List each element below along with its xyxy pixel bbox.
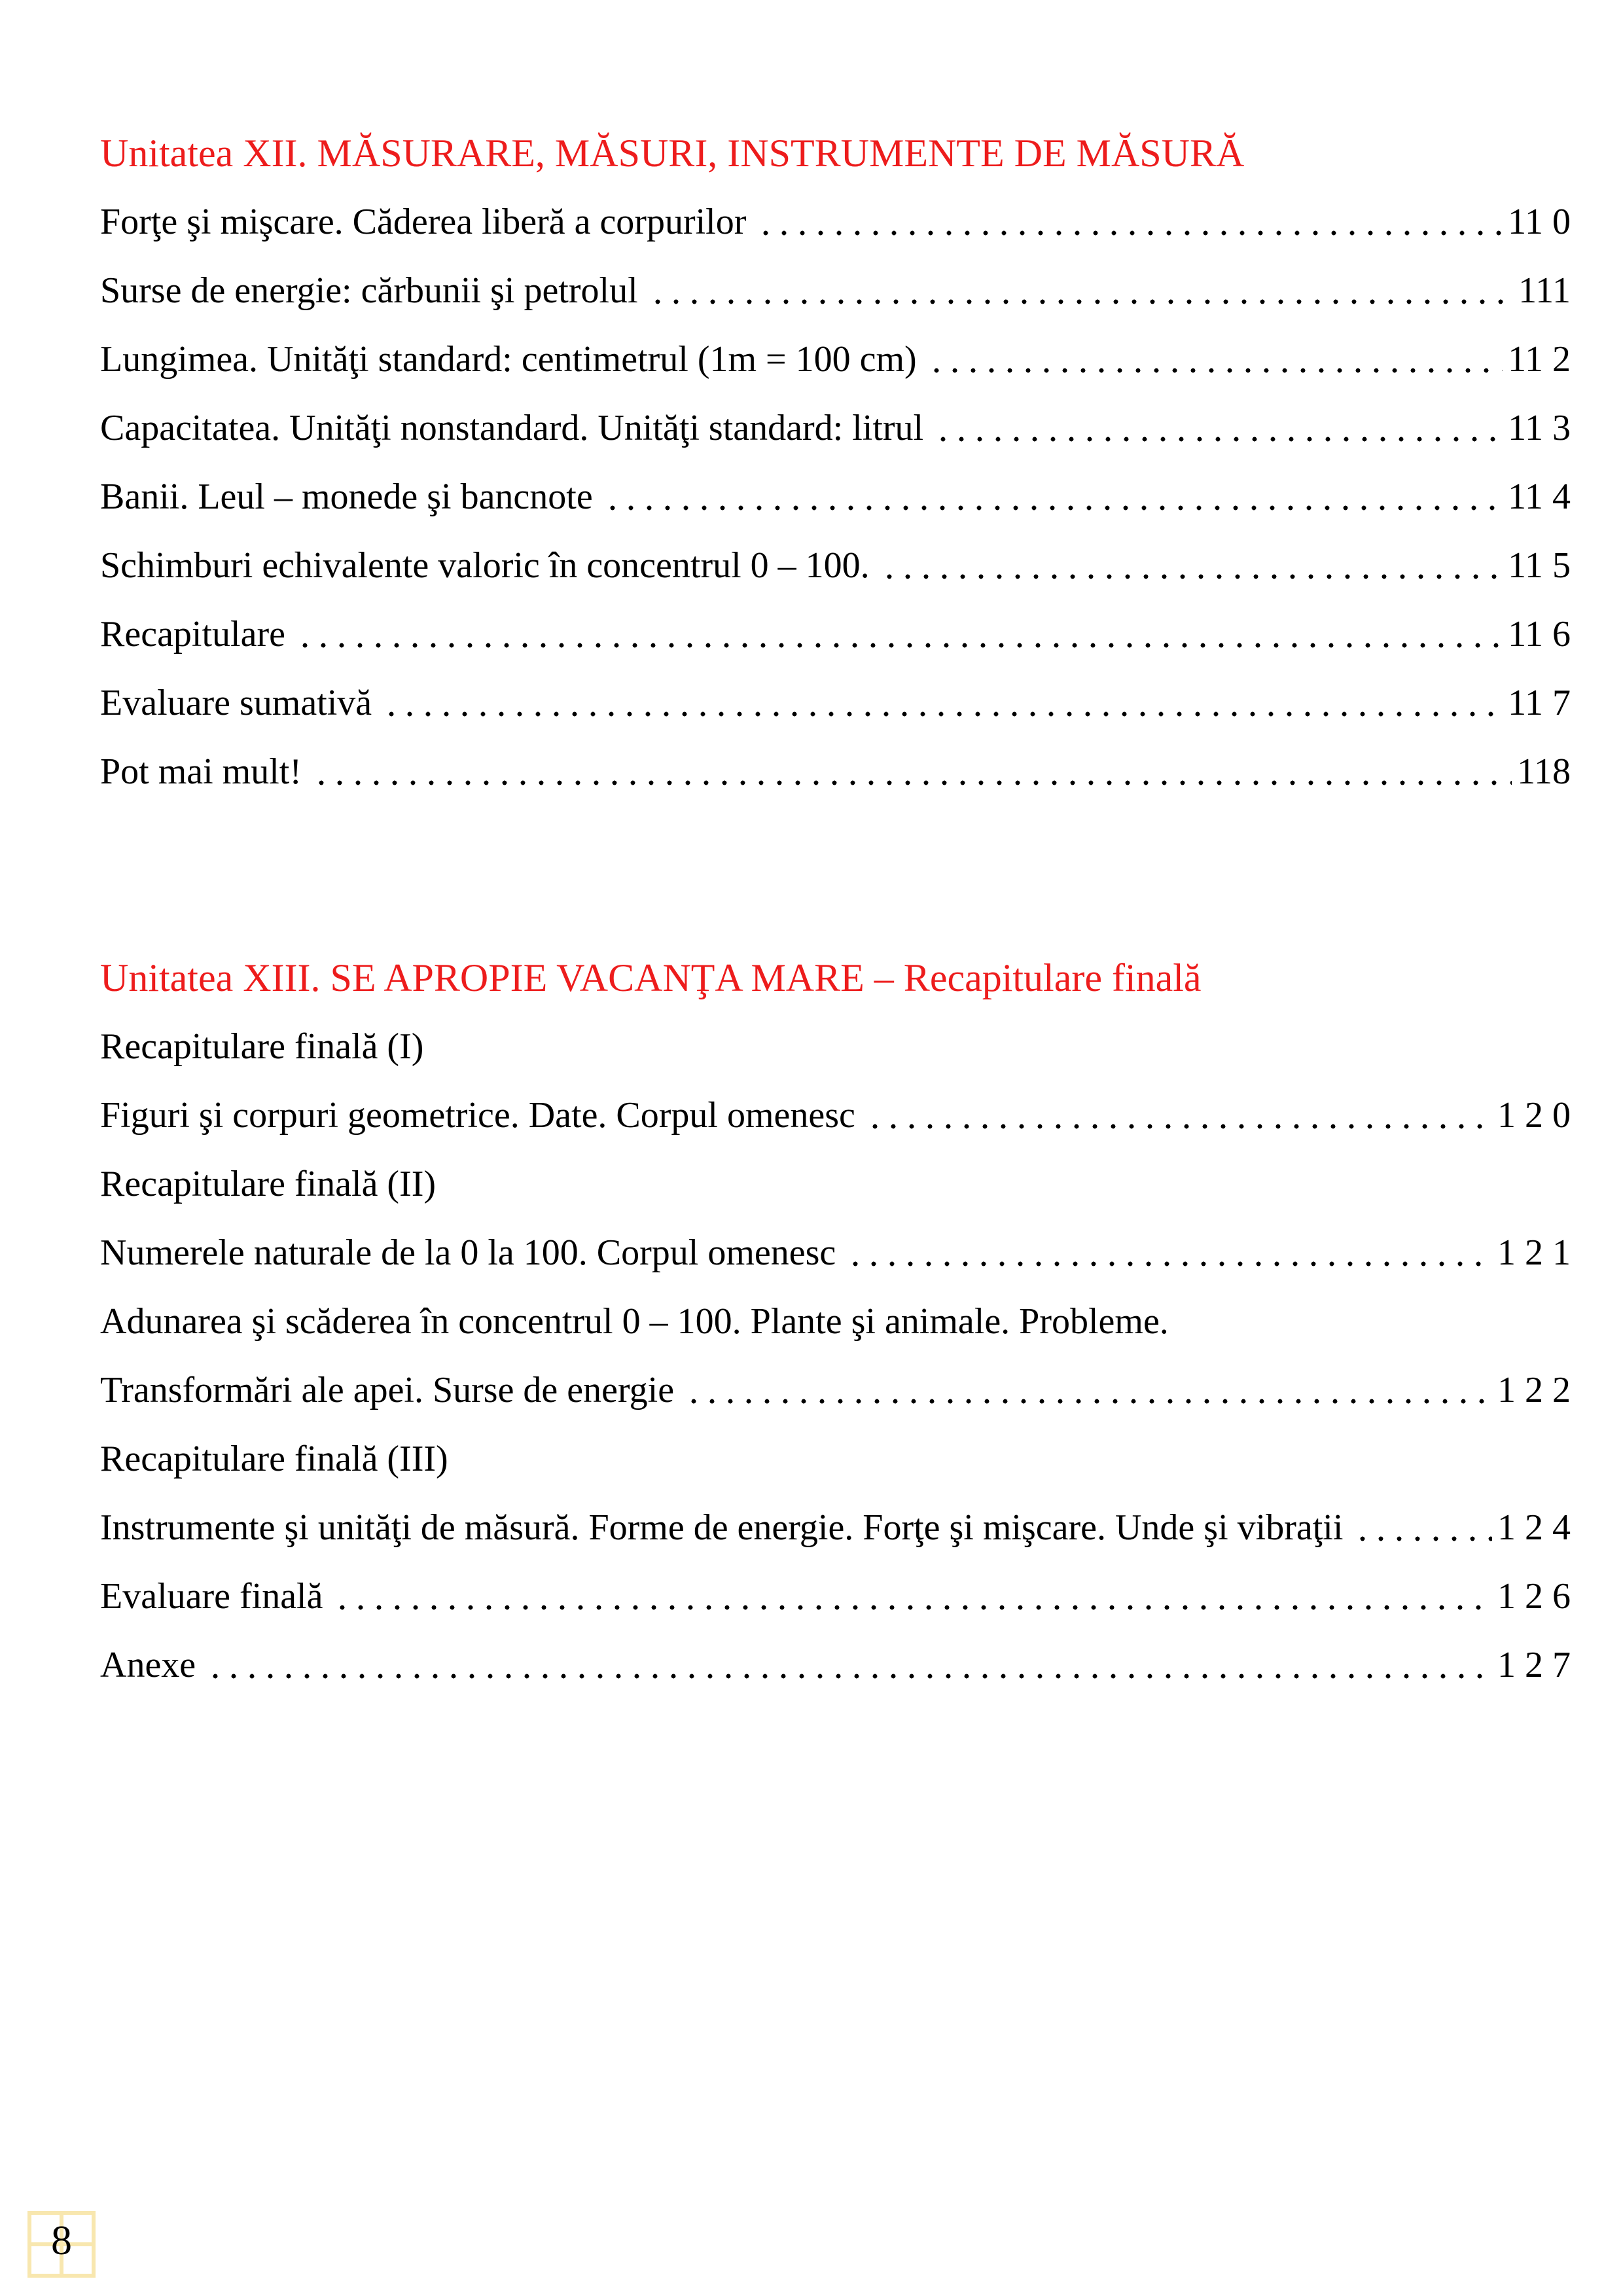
toc-entry-title: Recapitulare finală (I) xyxy=(100,1026,424,1067)
section-heading xyxy=(100,119,1571,188)
toc-entry-title: Recapitulare xyxy=(100,614,285,655)
toc-entry xyxy=(100,1562,1571,1631)
toc-entry-page: 1 2 7 xyxy=(1497,1645,1571,1685)
toc-entry-page: 118 xyxy=(1517,751,1571,792)
toc-entry-page: 1 2 1 xyxy=(1497,1232,1571,1273)
dot-leader xyxy=(1175,1287,1565,1356)
toc-entry-title: Instrumente şi unităţi de măsură. Forme de energie. Forţe şi mişcare. Unde şi vibraţii xyxy=(100,1507,1344,1548)
dot-leader xyxy=(645,257,1514,325)
table-of-contents xyxy=(100,119,1571,1700)
toc-entry-title: Lungimea. Unităţi standard: centimetrul (1m = 100 cm) xyxy=(100,339,917,380)
toc-entry-title: Evaluare finală xyxy=(100,1576,323,1617)
toc-entry-title: Schimburi echivalente valoric în concentrul 0 – 100. xyxy=(100,545,870,586)
toc-entry-page: 1 2 6 xyxy=(1497,1576,1571,1617)
dot-leader xyxy=(378,669,1503,738)
toc-entry-title: Forţe şi mişcare. Căderea liberă a corpurilor xyxy=(100,202,747,242)
section-gap xyxy=(100,806,1571,944)
section-heading xyxy=(100,944,1571,1013)
dot-leader xyxy=(442,1150,1565,1219)
toc-entry-page: 111 xyxy=(1518,270,1571,311)
dot-leader xyxy=(202,1631,1492,1700)
toc-entry xyxy=(100,738,1571,806)
toc-entry xyxy=(100,1287,1571,1356)
dot-leader xyxy=(923,325,1503,394)
toc-entry-title: Anexe xyxy=(100,1645,196,1685)
toc-entry xyxy=(100,1150,1571,1219)
dot-leader xyxy=(1349,1494,1492,1562)
dot-leader xyxy=(753,188,1503,257)
dot-leader xyxy=(876,531,1503,600)
toc-entry-page: 11 0 xyxy=(1508,202,1571,242)
toc-entry-title: Banii. Leul – monede şi bancnote xyxy=(100,476,593,517)
toc-entry-title: Evaluare sumativă xyxy=(100,683,372,723)
dot-leader xyxy=(292,600,1503,669)
toc-entry xyxy=(100,463,1571,531)
dot-leader xyxy=(930,394,1503,463)
toc-entry xyxy=(100,1631,1571,1700)
toc-entry-title: Figuri şi corpuri geometrice. Date. Corpul omenesc xyxy=(100,1095,855,1136)
section-heading-text: Unitatea XIII. SE APROPIE VACANŢA MARE – Recapitulare finală xyxy=(100,956,1202,999)
dot-leader xyxy=(681,1356,1492,1425)
dot-leader xyxy=(842,1219,1492,1287)
toc-entry xyxy=(100,1425,1571,1494)
toc-entry-page: 11 2 xyxy=(1508,339,1571,380)
toc-entry-page: 11 6 xyxy=(1508,614,1571,655)
toc-entry-title: Pot mai mult! xyxy=(100,751,302,792)
section-heading-text: Unitatea XII. MĂSURARE, MĂSURI, INSTRUMENTE DE MĂSURĂ xyxy=(100,132,1245,175)
toc-entry xyxy=(100,1013,1571,1081)
toc-entry xyxy=(100,1219,1571,1287)
toc-entry xyxy=(100,394,1571,463)
toc-entry xyxy=(100,600,1571,669)
page-number: 8 xyxy=(51,2217,72,2263)
toc-entry-title: Recapitulare finală (III) xyxy=(100,1439,448,1479)
dot-leader xyxy=(599,463,1503,531)
dot-leader xyxy=(329,1562,1492,1631)
dot-leader xyxy=(308,738,1512,806)
toc-entry-title: Capacitatea. Unităţi nonstandard. Unităţi standard: litrul xyxy=(100,408,924,448)
toc-entry xyxy=(100,1356,1571,1425)
dot-leader xyxy=(430,1013,1565,1081)
toc-entry-page: 1 2 2 xyxy=(1497,1370,1571,1410)
toc-entry-page: 11 7 xyxy=(1508,683,1571,723)
toc-entry-page: 1 2 4 xyxy=(1497,1507,1571,1548)
page-footer xyxy=(27,2207,96,2278)
toc-entry xyxy=(100,1494,1571,1562)
toc-entry-page: 11 4 xyxy=(1508,476,1571,517)
toc-entry xyxy=(100,325,1571,394)
toc-entry-title: Recapitulare finală (II) xyxy=(100,1164,437,1204)
toc-entry-title: Adunarea şi scăderea în concentrul 0 – 100. Plante şi animale. Probleme. xyxy=(100,1301,1169,1342)
dot-leader xyxy=(862,1081,1492,1150)
toc-entry-page: 11 5 xyxy=(1508,545,1571,586)
toc-entry-title: Surse de energie: cărbunii şi petrolul xyxy=(100,270,638,311)
toc-entry xyxy=(100,531,1571,600)
toc-entry-title: Transformări ale apei. Surse de energie xyxy=(100,1370,675,1410)
toc-entry xyxy=(100,1081,1571,1150)
toc-entry-page: 1 2 0 xyxy=(1497,1095,1571,1136)
toc-entry xyxy=(100,188,1571,257)
toc-entry xyxy=(100,257,1571,325)
toc-entry-title: Numerele naturale de la 0 la 100. Corpul omenesc xyxy=(100,1232,836,1273)
toc-entry xyxy=(100,669,1571,738)
toc-entry-page: 11 3 xyxy=(1508,408,1571,448)
dot-leader xyxy=(455,1425,1565,1494)
